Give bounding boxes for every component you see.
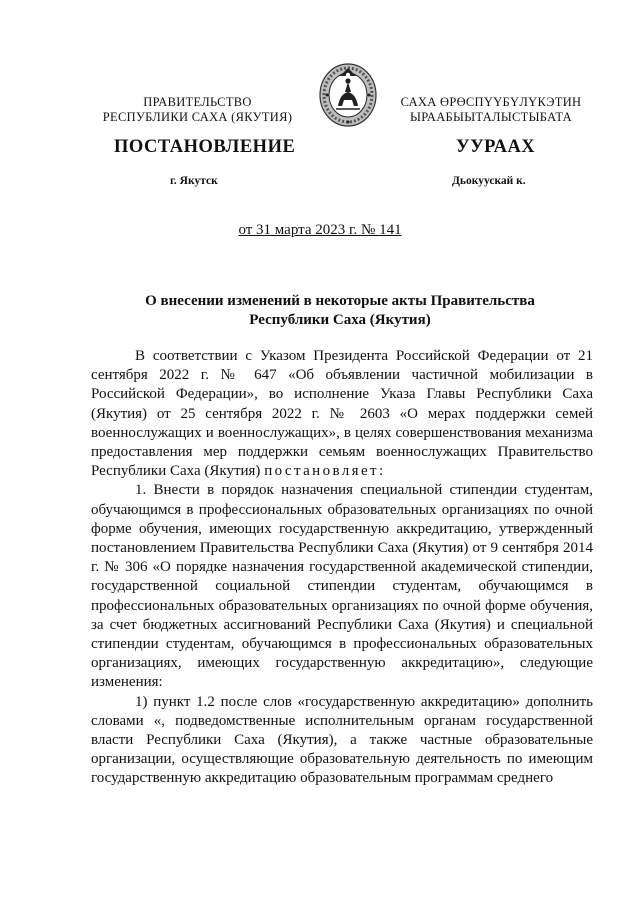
city-yakut: Дьокуускай к. — [452, 175, 526, 187]
city-russian: г. Якутск — [170, 175, 218, 187]
coat-of-arms-sakha-icon — [318, 62, 378, 128]
document-heading — [130, 292, 550, 330]
decree-date-number — [0, 222, 640, 239]
document-type-yakut: УУРААХ — [456, 137, 536, 157]
org-name-russian — [95, 95, 300, 125]
paragraph-preamble — [91, 347, 593, 481]
heading-line: Республики Саха (Якутия) — [249, 312, 431, 328]
document-type-russian: ПОСТАНОВЛЕНИЕ — [114, 137, 296, 157]
org-name-line: САХА ӨРӨСПҮҮБҮЛҮКЭТИН — [400, 95, 582, 109]
org-name-line: ПРАВИТЕЛЬСТВО — [143, 95, 252, 109]
paragraph-subitem-1: 1) пункт 1.2 после слов «государственную аккредитацию» дополнить словами «, подведомственные исполнительным органам государственной власти Республики Саха (Якутия), а также частные образовательные организации, осуществляющие образовательную деятельность по имеющим государственную аккредитацию образовательным программам среднего — [91, 693, 593, 787]
resolves-word: постановляет: — [264, 463, 386, 480]
preamble-text: В соответствии с Указом Президента Российской Федерации от 21 сентября 2022 г. № 647 «Об объявлении частичной мобилизации в Российской Федерации», во исполнение Указа Главы Республики Саха (Якутия) от 25 сентября 2022 г. № 2603 «О мерах поддержки семей военнослужащих и военнослужащих», в целях совершенствования механизма предоставления мер поддержки семьям военнослужащих Правительство Республики Саха (Якутия) — [91, 348, 593, 480]
document-body — [91, 347, 593, 789]
paragraph-item-1: 1. Внести в порядок назначения специальной стипендии студентам, обучающимся в профессиональных образовательных организациях по очной форме обучения, имеющих государственную аккредитацию, утвержденный постановлением Правительства Республики Саха (Якутия) от 9 сентября 2014 г. № 306 «О порядке назначения государственной академической стипендии, государственной социальной стипендии студентам, обучающимся в профессиональных образовательных организациях по очной форме обучения, за счет бюджетных ассигнований Республики Саха (Якутия) и специальной стипендии студентам, обучающимся в профессиональных образовательных организациях, имеющих государственную аккредитацию», следующие изменения: — [91, 482, 593, 691]
org-name-line: ЫРААБЫЫТАЛЫСТЫБАТА — [410, 110, 572, 124]
org-name-yakut — [386, 95, 596, 125]
heading-line: О внесении изменений в некоторые акты Правительства — [145, 293, 535, 309]
decree-date-number-text: от 31 марта 2023 г. № 141 — [238, 222, 402, 238]
org-name-line: РЕСПУБЛИКИ САХА (ЯКУТИЯ) — [102, 110, 293, 124]
